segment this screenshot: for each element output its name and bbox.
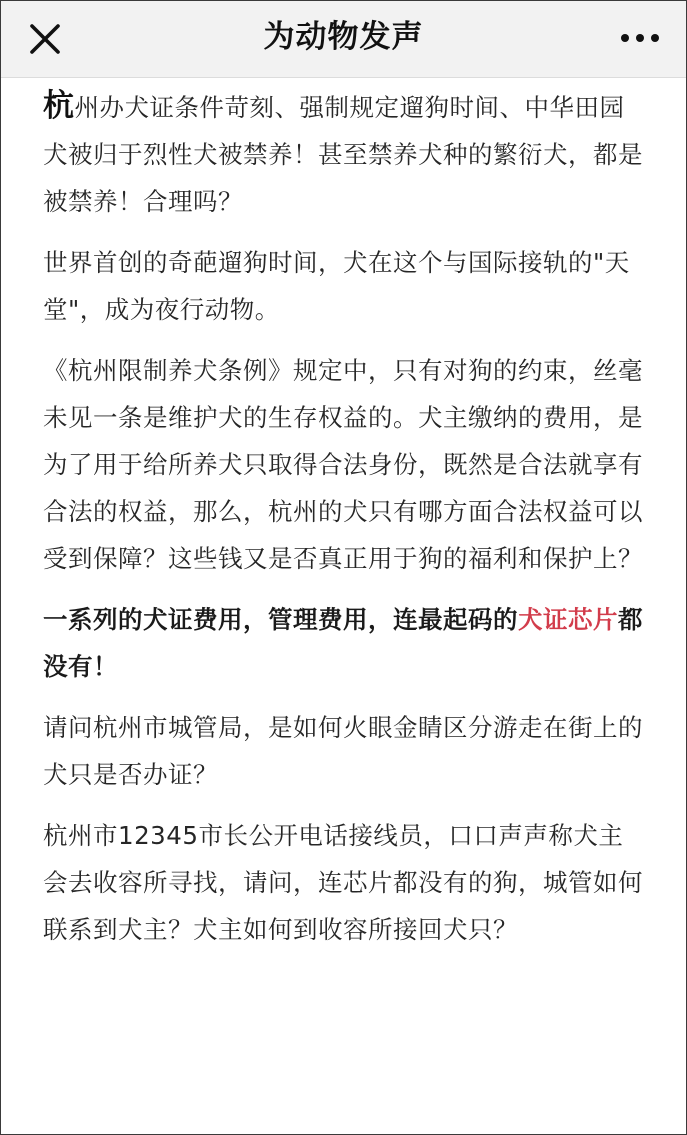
- article-body: [43, 81, 648, 967]
- more-options-button[interactable]: [618, 23, 662, 53]
- paragraph-dropcap: 杭: [43, 88, 75, 124]
- top-navbar: [1, 1, 686, 78]
- paragraph-4-bold: [43, 596, 648, 690]
- highlight-chip-text: 犬证芯片: [518, 605, 618, 634]
- more-dots-icon: [618, 23, 662, 53]
- paragraph-6: 杭州市12345市长公开电话接线员，口口声声称犬主会去收容所寻找，请问，连芯片都没有的狗，城管如何联系到犬主？犬主如何到收容所接回犬只？: [43, 821, 643, 944]
- paragraph-4-before: 一系列的犬证费用，管理费用，连最起码的: [43, 605, 518, 634]
- paragraph-3: 《杭州限制养犬条例》规定中，只有对狗的约束，丝毫未见一条是维护犬的生存权益的。犬主缴纳的费用，是为了用于给所养犬只取得合法身份，既然是合法就享有合法的权益，那么，杭州的犬只有哪方面合法权益可以受到保障？这些钱又是否真正用于狗的福利和保护上？: [43, 356, 643, 573]
- paragraph-4-after: 都没有！: [43, 605, 643, 681]
- paragraph-5: 请问杭州市城管局，是如何火眼金睛区分游走在街上的犬只是否办证？: [43, 713, 643, 789]
- paragraph-1: [43, 83, 648, 225]
- paragraph-2: 世界首创的奇葩遛狗时间，犬在这个与国际接轨的"天堂"，成为夜行动物。: [43, 248, 630, 324]
- paragraph-1-text: 州办犬证条件苛刻、强制规定遛狗时间、中华田园犬被归于烈性犬被禁养！甚至禁养犬种的繁衍犬，都是被禁养！合理吗？: [43, 93, 643, 216]
- page-title: 为动物发声: [263, 19, 424, 55]
